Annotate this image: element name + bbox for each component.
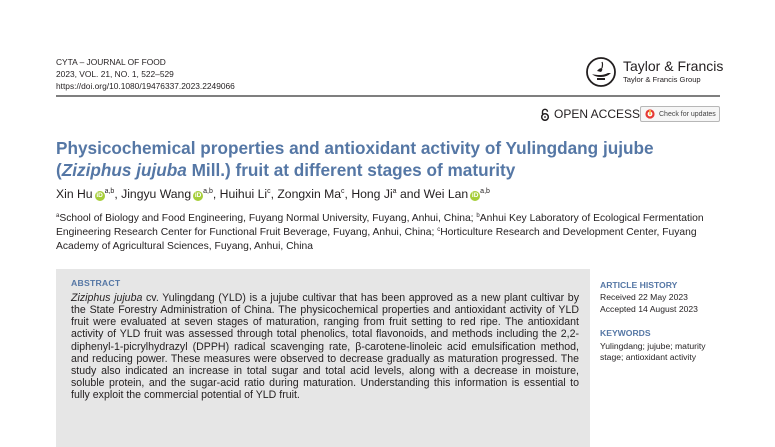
author-affiliation-mark: a,b xyxy=(104,188,115,195)
author-affiliation-mark: a,b xyxy=(480,188,490,195)
check-for-updates-label: Check for updates xyxy=(659,110,716,118)
author-separator: and xyxy=(396,187,424,201)
author-name[interactable]: Zongxin Ma xyxy=(277,187,342,201)
open-lock-icon xyxy=(540,108,550,121)
author-name[interactable]: Jingyu Wang xyxy=(121,187,192,201)
author-affiliation-mark: c xyxy=(267,188,271,195)
publisher-group: Taylor & Francis Group xyxy=(623,75,701,84)
affiliation-c: Horticulture Research and Development Center, Fuyang Academy of Agricultural Sciences, Fuyang, Anhui, China xyxy=(56,227,697,253)
check-for-updates-button[interactable] xyxy=(640,106,720,122)
author-affiliation-mark: a xyxy=(392,188,397,195)
author-separator: , xyxy=(344,187,352,201)
accepted-date: Accepted 14 August 2023 xyxy=(600,303,698,314)
author-name[interactable]: Huihui Li xyxy=(219,187,268,201)
journal-name: CYTA – JOURNAL OF FOOD xyxy=(56,57,166,67)
author-affiliation-mark: c xyxy=(341,188,345,195)
author[interactable] xyxy=(220,187,271,201)
author-separator: , xyxy=(270,187,278,201)
publisher-name-block xyxy=(623,58,723,85)
abstract-heading: ABSTRACT xyxy=(71,278,121,288)
abstract-body: cv. Yulingdang (YLD) is a jujube cultivar that has been approved as a new plant cultivar by the State Forestry Administration of China. The physicochemical properties and antioxidant activity of YLD fruit were evaluated at seven stages of maturation, ranging from fruit setting to red ripe. The antioxidant activity of YLD fruit was assessed through total phenolics, total flavonoids, and methods including the 2,2-diphenyl-1-picrylhydrazyl (DPPH) radical scavenging rate, β-carotene-linoleic acid emulsification method, and reducing power. These measures were observed to decrease gradually as maturation progressed. The study also indicated an increase in total sugar and total acid levels, along with a decrease in moisture, soluble protein, and the sugar-acid ratio during maturation. Understanding this information is essential to fully exploit the commercial potential of YLD fruit. xyxy=(71,292,579,402)
keywords-text: Yulingdang; jujube; maturity stage; antioxidant activity xyxy=(600,340,706,363)
title-rest: Mill.) fruit at different stages of maturity xyxy=(186,160,516,180)
orcid-icon[interactable]: iD xyxy=(96,192,103,199)
article-title xyxy=(56,137,720,181)
author[interactable] xyxy=(424,187,490,201)
affiliation-mark: a xyxy=(56,213,60,219)
orcid-icon[interactable]: iD xyxy=(194,192,202,199)
open-access-badge xyxy=(540,107,640,121)
affiliation-a: School of Biology and Food Engineering, Fuyang Normal University, Fuyang, Anhui, China; xyxy=(59,213,477,224)
title-paren: ( xyxy=(56,160,62,180)
article-meta-sidebar xyxy=(600,280,730,363)
orcid-icon[interactable]: iD xyxy=(471,192,479,199)
author-name[interactable]: Wei Lan xyxy=(423,187,469,201)
affiliation-mark: c xyxy=(437,227,441,234)
open-access-label: OPEN ACCESS xyxy=(554,107,641,121)
received-date: Received 22 May 2023 xyxy=(600,292,688,303)
crossmark-icon xyxy=(645,109,655,119)
journal-doi-link[interactable]: https://doi.org/10.1080/19476337.2023.2249066 xyxy=(56,81,235,92)
author[interactable] xyxy=(277,187,344,201)
author[interactable] xyxy=(56,187,114,201)
keywords-heading: KEYWORDS xyxy=(600,328,651,339)
author-affiliation-mark: a,b xyxy=(203,188,213,195)
author[interactable] xyxy=(121,187,213,201)
abstract-text xyxy=(71,292,579,401)
title-line-1: Physicochemical properties and antioxidant activity of Yulingdang jujube xyxy=(56,138,654,158)
author-separator: , xyxy=(212,187,220,201)
lamp-icon[interactable] xyxy=(585,57,619,87)
affiliation-mark: b xyxy=(476,213,480,219)
journal-info xyxy=(56,56,235,93)
title-species: Ziziphus jujuba xyxy=(61,160,187,180)
article-history-heading: ARTICLE HISTORY xyxy=(600,280,678,290)
publisher-name: Taylor & Francis xyxy=(623,58,724,74)
journal-volume: 2023, VOL. 21, NO. 1, 522–529 xyxy=(56,69,174,80)
author-name[interactable]: Hong Ji xyxy=(351,187,393,201)
abstract-species: Ziziphus jujuba xyxy=(71,292,143,304)
author[interactable] xyxy=(351,187,396,201)
author-name[interactable]: Xin Hu xyxy=(56,187,93,201)
affiliations xyxy=(56,212,720,255)
affiliation-b: Anhui Key Laboratory of Ecological Fermentation Engineering Research Center for Functional Fruit Beverage, Fuyang, Anhui, China; xyxy=(56,213,704,239)
header-divider xyxy=(56,95,720,97)
author-separator: , xyxy=(114,187,122,201)
author-list xyxy=(56,187,490,201)
